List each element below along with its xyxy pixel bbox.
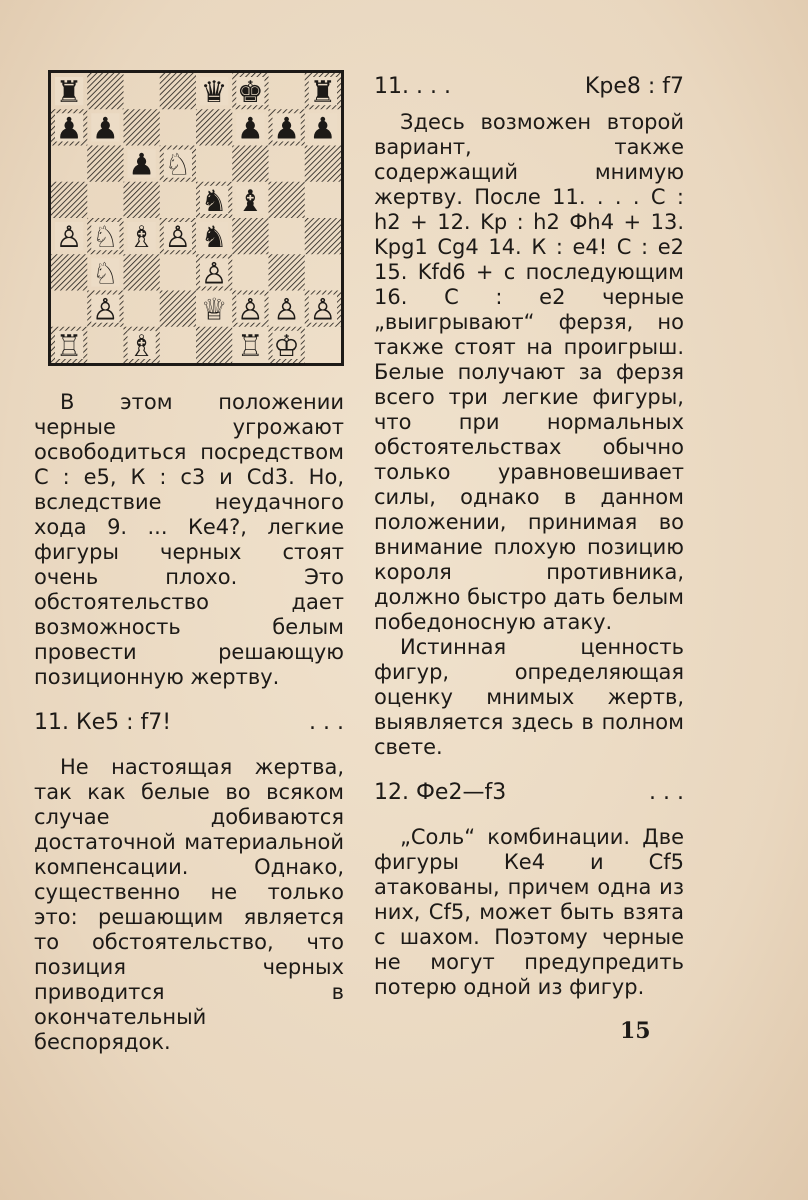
- dark-square: [124, 254, 160, 290]
- dark-square: [305, 218, 341, 254]
- chess-piece-icon: ♙: [200, 256, 228, 292]
- dark-square: [87, 73, 123, 109]
- dark-square: [160, 73, 196, 109]
- page-number: 15: [620, 1018, 651, 1044]
- dark-square: [305, 146, 341, 182]
- chess-diagram: [48, 70, 344, 366]
- dark-square: [232, 146, 268, 182]
- chess-piece-icon: ♘: [164, 147, 192, 183]
- chess-piece-icon: ♟: [237, 111, 264, 147]
- paragraph: В этом положении черные угрожают освободиться посредством С : е5, К : с3 и Cd3. Но, вследствие неудачного хода 9. ... Ке4?, легкие фигуры черных стоят очень плохо. Это обстоятельство дает возможность белым провести решающую позиционную жертву.: [34, 390, 344, 689]
- chess-piece-icon: ♙: [273, 292, 300, 328]
- paragraph: Истинная ценность фигур, определяющая оценку мнимых жертв, выявляется здесь в полном свете.: [374, 635, 684, 759]
- chess-piece-icon: ♝: [237, 183, 264, 219]
- dark-square: [196, 327, 232, 363]
- dark-square: [196, 109, 232, 145]
- chess-piece-icon: ♟: [92, 111, 119, 147]
- chess-piece-icon: ♙: [92, 292, 119, 328]
- paragraph: „Соль“ комбинации. Две фигуры Ке4 и Cf5 атакованы, причем одна из них, Cf5, может быть взята с шахом. Поэтому черные не могут предупредить потерю одной из фигур.: [374, 825, 684, 999]
- move-dots: . . .: [649, 780, 684, 805]
- chess-piece-icon: ♔: [273, 328, 300, 363]
- chess-piece-icon: ♙: [309, 292, 337, 328]
- chess-piece-icon: ♖: [237, 328, 264, 363]
- move-dots: 11. . . .: [374, 74, 451, 99]
- chess-piece-icon: ♜: [309, 75, 337, 110]
- dark-square: [269, 254, 305, 290]
- dark-square: [124, 109, 160, 145]
- chess-piece-icon: ♘: [92, 256, 119, 292]
- dark-square: [51, 254, 87, 290]
- dark-square: [124, 182, 160, 218]
- move-dots: . . .: [309, 710, 344, 735]
- chess-piece-icon: ♟: [273, 111, 300, 147]
- chess-piece-icon: ♘: [92, 220, 119, 255]
- move-line: [34, 710, 344, 735]
- chess-piece-icon: ♟: [309, 111, 337, 147]
- move-line: [374, 74, 684, 99]
- dark-square: [232, 218, 268, 254]
- chess-piece-icon: ♜: [55, 75, 83, 110]
- chess-piece-icon: ♙: [164, 220, 192, 255]
- chess-piece-icon: ♟: [128, 147, 155, 183]
- chess-piece-icon: ♗: [128, 220, 155, 255]
- move-line: [374, 780, 684, 805]
- chess-piece-icon: ♟: [55, 111, 83, 147]
- dark-square: [87, 146, 123, 182]
- chess-piece-icon: ♚: [237, 75, 264, 110]
- chess-piece-icon: ♙: [55, 220, 83, 255]
- chess-board: [51, 73, 341, 363]
- dark-square: [51, 182, 87, 218]
- move-text: 11. Ке5 : f7!: [34, 710, 172, 735]
- chess-piece-icon: ♙: [237, 292, 264, 328]
- chess-piece-icon: ♞: [200, 220, 228, 255]
- left-column: [34, 390, 344, 1055]
- dark-square: [160, 291, 196, 327]
- right-column: [374, 74, 684, 1000]
- move-text: 12. Фе2—f3: [374, 780, 507, 805]
- chess-piece-icon: ♖: [55, 328, 83, 363]
- chess-piece-icon: ♛: [200, 75, 228, 110]
- paragraph: Не настоящая жертва, так как белые во всяком случае добиваются достаточной материальной компенсации. Однако, существенно не только это: решающим является то обстоятельство, что позиция черных приводится в окончательный беспорядок.: [34, 755, 344, 1054]
- chess-piece-icon: ♕: [200, 292, 228, 328]
- dark-square: [269, 182, 305, 218]
- move-text: Kpe8 : f7: [584, 74, 684, 99]
- chess-piece-icon: ♞: [200, 183, 228, 219]
- paragraph: Здесь возможен второй вариант, также содержащий мнимую жертву. После 11. . . . С : h2 + 12. Kp : h2 Фh4 + 13. Kpg1 Cg4 14. К : е4! С : е2 15. Kfd6 + с последующим 16. С : е2 черные „выигрывают“ ферзя, но также стоят на проигрыш. Белые получают за ферзя всего три легкие фигуры, что при нормальных обстоятельствах обычно только уравновешивает силы, однако в данном положении, принимая во внимание плохую позицию короля противника, должно быстро дать белым победоносную атаку.: [374, 110, 684, 634]
- chess-piece-icon: ♗: [128, 328, 155, 363]
